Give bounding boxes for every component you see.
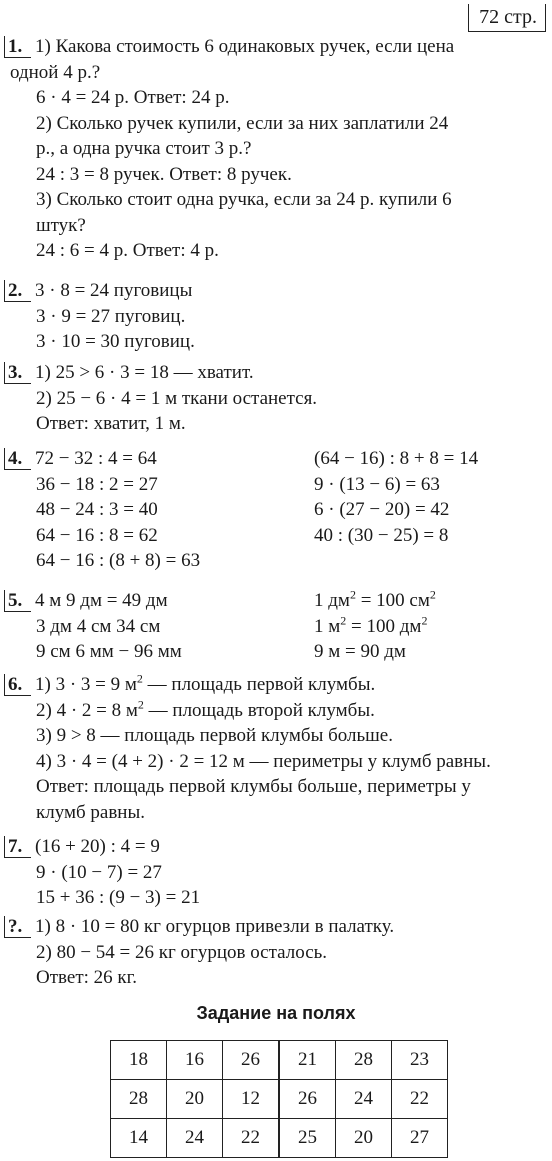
conversion: 9 м = 90 дм bbox=[314, 641, 406, 662]
task-6-line: Ответ: площадь первой клумбы больше, периметры у bbox=[36, 776, 471, 797]
expression: 64 − 16 : (8 + 8) = 63 bbox=[36, 550, 201, 571]
grid-cell: 22 bbox=[223, 1119, 279, 1158]
expression: (64 − 16) : 8 + 8 = 14 bbox=[314, 448, 479, 469]
task-1-line: 24 : 3 = 8 ручек. Ответ: 8 ручек. bbox=[36, 163, 292, 185]
task-2-line: 3 · 8 = 24 пуговицы bbox=[35, 280, 193, 301]
grid-cell: 14 bbox=[111, 1119, 167, 1158]
magic-square-2 bbox=[279, 1040, 448, 1158]
expression: 6 · (27 − 20) = 42 bbox=[314, 499, 450, 520]
task-1-line: 2) Сколько ручек купили, если за них заплатили 24 bbox=[36, 112, 449, 134]
grid-cell: 26 bbox=[280, 1080, 336, 1119]
text: 1) 3 · 3 = 9 м bbox=[35, 674, 137, 695]
task-number: 5. bbox=[4, 590, 31, 612]
task-1 bbox=[4, 34, 544, 264]
task-number: 3. bbox=[4, 362, 31, 384]
grid-cell: 24 bbox=[336, 1080, 392, 1119]
expression: (16 + 20) : 4 = 9 bbox=[35, 836, 160, 857]
task-bonus bbox=[4, 914, 544, 991]
task-7 bbox=[4, 834, 544, 911]
expression: 72 − 32 : 4 = 64 bbox=[35, 448, 157, 469]
grid-cell: 18 bbox=[111, 1041, 167, 1080]
task-3 bbox=[4, 360, 544, 437]
expression: 36 − 18 : 2 = 27 bbox=[36, 473, 158, 495]
task-1-line: 24 : 6 = 4 р. Ответ: 4 р. bbox=[36, 240, 219, 261]
task-bonus-line: 2) 80 − 54 = 26 кг огурцов осталось. bbox=[36, 941, 328, 963]
exponent: 2 bbox=[429, 587, 436, 602]
task-bonus-line: 1) 8 · 10 = 80 кг огурцов привезли в палатку. bbox=[35, 916, 395, 937]
grid-cell: 16 bbox=[167, 1041, 223, 1080]
exponent: 2 bbox=[421, 613, 428, 628]
expression: 64 − 16 : 8 = 62 bbox=[36, 524, 158, 546]
task-3-line: Ответ: хватит, 1 м. bbox=[36, 413, 186, 434]
task-2-line: 3 · 9 = 27 пуговиц. bbox=[36, 305, 186, 327]
task-2 bbox=[4, 278, 544, 355]
task-3-line: 2) 25 − 6 · 4 = 1 м ткани останется. bbox=[36, 387, 318, 409]
task-number: 2. bbox=[4, 280, 31, 302]
text: — площадь первой клумбы. bbox=[142, 674, 376, 695]
grid-cell: 20 bbox=[167, 1080, 223, 1119]
task-6-line: 4) 3 · 4 = (4 + 2) · 2 = 12 м — периметры у клумб равны. bbox=[36, 750, 491, 772]
expression: 15 + 36 : (9 − 3) = 21 bbox=[36, 887, 201, 908]
exponent: 2 bbox=[137, 697, 144, 712]
grid-cell: 21 bbox=[280, 1041, 336, 1080]
expression: 9 · (10 − 7) = 27 bbox=[36, 861, 162, 883]
conversion: 3 дм 4 см 34 см bbox=[36, 615, 161, 637]
text: = 100 дм bbox=[346, 615, 422, 637]
task-6 bbox=[4, 672, 544, 825]
task-4 bbox=[4, 446, 544, 574]
task-bonus-line: Ответ: 26 кг. bbox=[36, 967, 138, 988]
text: 2) 4 · 2 = 8 м bbox=[36, 699, 138, 721]
expression: 9 · (13 − 6) = 63 bbox=[314, 473, 440, 495]
magic-square-1 bbox=[110, 1040, 279, 1158]
exponent: 2 bbox=[136, 671, 143, 686]
task-1-line: р., а одна ручка стоит 3 р.? bbox=[36, 138, 252, 159]
grid-cell: 27 bbox=[392, 1119, 448, 1158]
grid-cell: 20 bbox=[336, 1119, 392, 1158]
task-number: 4. bbox=[4, 448, 31, 470]
grid-cell: 28 bbox=[111, 1080, 167, 1119]
conversion: 4 м 9 дм = 49 дм bbox=[35, 590, 168, 611]
grid-cell: 22 bbox=[392, 1080, 448, 1119]
page-number: 72 стр. bbox=[468, 4, 546, 32]
task-5 bbox=[4, 588, 544, 665]
task-2-line: 3 · 10 = 30 пуговиц. bbox=[36, 331, 195, 352]
task-number: 6. bbox=[4, 674, 31, 696]
task-number: 1. bbox=[4, 36, 31, 58]
expression: 40 : (30 − 25) = 8 bbox=[314, 524, 449, 546]
exponent: 2 bbox=[349, 587, 356, 602]
task-1-line: 6 · 4 = 24 р. Ответ: 24 р. bbox=[36, 87, 230, 108]
task-1-line: 3) Сколько стоит одна ручка, если за 24 р. купили 6 bbox=[36, 189, 452, 210]
text: — площадь второй клумбы. bbox=[143, 699, 375, 721]
text: 1 м bbox=[314, 615, 341, 637]
task-6-line: 3) 9 > 8 — площадь первой клумбы больше. bbox=[36, 725, 393, 746]
grid-cell: 28 bbox=[336, 1041, 392, 1080]
grid-cell: 24 bbox=[167, 1119, 223, 1158]
task-3-line: 1) 25 > 6 · 3 = 18 — хватит. bbox=[35, 362, 254, 383]
text: 1 дм bbox=[314, 590, 350, 611]
grid-cell: 25 bbox=[280, 1119, 336, 1158]
grid-cell: 12 bbox=[223, 1080, 279, 1119]
task-1-line: 1) Какова стоимость 6 одинаковых ручек, если цена bbox=[35, 36, 455, 57]
expression: 48 − 24 : 3 = 40 bbox=[36, 499, 158, 520]
margin-task-title: Задание на полях bbox=[196, 1003, 356, 1023]
grid-cell: 26 bbox=[223, 1041, 279, 1080]
text: = 100 см bbox=[355, 590, 430, 611]
task-1-line: одной 4 р.? bbox=[10, 61, 101, 83]
task-6-line: клумб равны. bbox=[36, 801, 145, 823]
conversion bbox=[314, 614, 544, 640]
conversion: 9 см 6 мм − 96 мм bbox=[36, 641, 182, 662]
grid-cell: 23 bbox=[392, 1041, 448, 1080]
task-1-line: штук? bbox=[36, 214, 86, 236]
exponent: 2 bbox=[340, 613, 347, 628]
conversion bbox=[314, 588, 544, 614]
task-number: 7. bbox=[4, 836, 31, 858]
task-number: ?. bbox=[4, 916, 31, 938]
